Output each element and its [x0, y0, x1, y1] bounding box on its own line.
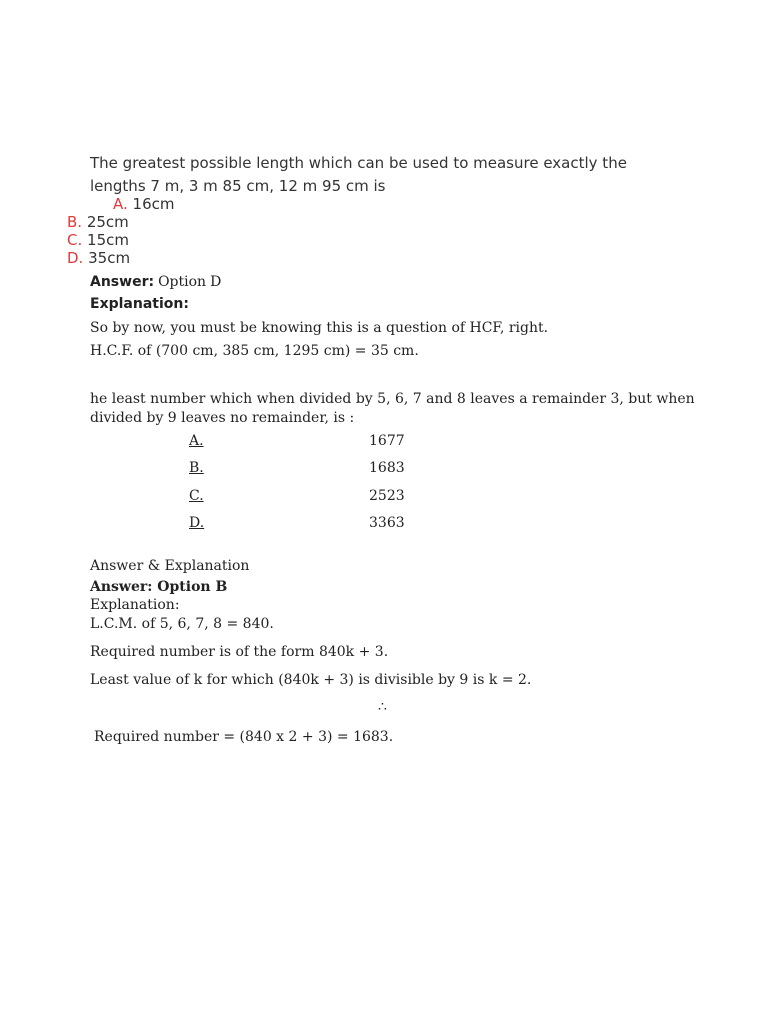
option-letter: B.	[67, 213, 83, 231]
q2-least-value-line: Least value of k for which (840k + 3) is divisible by 9 is k = 2.	[90, 672, 532, 688]
option-d	[67, 249, 130, 267]
q2-required-number-line: Required number = (840 x 2 + 3) = 1683.	[94, 729, 394, 745]
q1-explanation-line-1: So by now, you must be knowing this is a question of HCF, right.	[90, 320, 549, 336]
question-2-line-1: he least number which when divided by 5, 6, 7 and 8 leaves a remainder 3, but when	[90, 391, 695, 407]
q2-option-d-value: 3363	[369, 515, 405, 531]
option-b	[67, 213, 129, 231]
q1-explanation-line-2: H.C.F. of (700 cm, 385 cm, 1295 cm) = 35 cm.	[90, 343, 419, 359]
q2-option-a-letter: A.	[189, 433, 204, 449]
q2-option-b-value: 1683	[369, 460, 405, 476]
q2-option-a-value: 1677	[369, 433, 405, 449]
option-text: 15cm	[87, 231, 129, 249]
q2-option-c-letter: C.	[189, 488, 204, 504]
option-text: 16cm	[132, 195, 175, 213]
q2-lcm-line: L.C.M. of 5, 6, 7, 8 = 840.	[90, 616, 274, 632]
answer-explanation-heading: Answer & Explanation	[90, 558, 250, 574]
q2-option-b-letter: B.	[189, 460, 204, 476]
q1-answer	[90, 273, 221, 291]
option-letter: C.	[67, 231, 83, 249]
option-letter: D.	[67, 249, 84, 267]
q2-form-line: Required number is of the form 840k + 3.	[90, 644, 389, 660]
q2-explanation-label: Explanation:	[90, 597, 180, 613]
q2-option-c-value: 2523	[369, 488, 405, 504]
option-letter: A.	[113, 195, 128, 213]
answer-value: D	[210, 274, 222, 290]
option-text: 35cm	[88, 249, 131, 267]
q1-explanation-label: Explanation:	[90, 296, 189, 312]
q2-answer	[90, 578, 227, 596]
therefore-symbol: ∴	[378, 699, 387, 715]
question-1-line-2: lengths 7 m, 3 m 85 cm, 12 m 95 cm is	[90, 177, 386, 195]
answer-text: Option	[158, 274, 207, 290]
question-1-line-1: The greatest possible length which can be used to measure exactly the	[90, 154, 627, 172]
answer-label: Answer:	[90, 274, 155, 290]
option-a	[113, 195, 175, 213]
question-2-line-2: divided by 9 leaves no remainder, is :	[90, 410, 355, 426]
option-text: 25cm	[86, 213, 129, 231]
q2-option-d-letter: D.	[189, 515, 205, 531]
answer-label: Answer	[90, 579, 148, 595]
option-c	[67, 231, 129, 249]
answer-value: : Option B	[147, 579, 228, 595]
